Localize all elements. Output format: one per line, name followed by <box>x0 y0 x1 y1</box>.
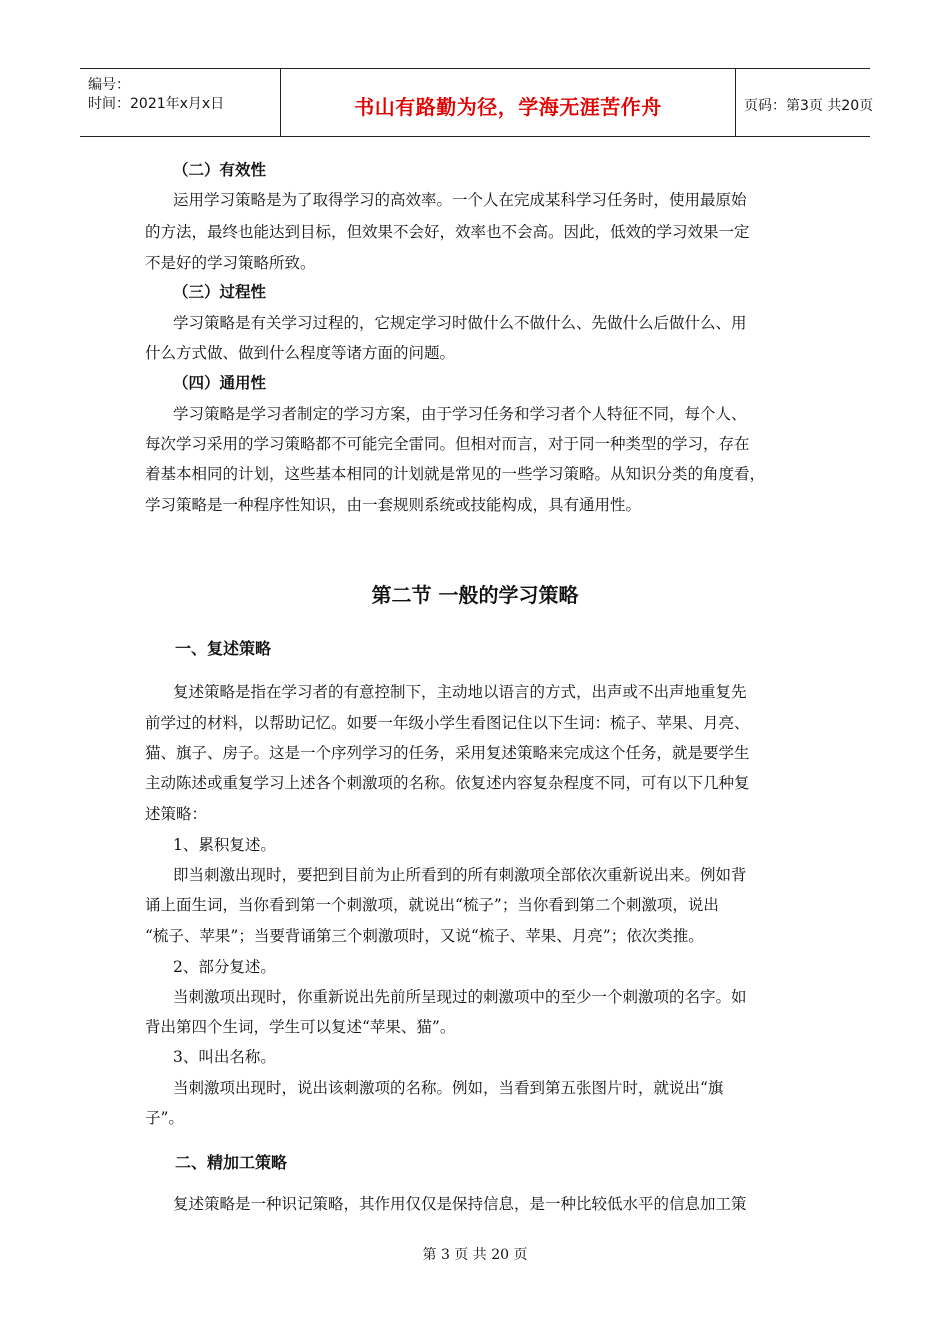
serial-label: 编号： <box>88 77 130 93</box>
list-item-partial: 2、部分复述。 <box>173 958 276 976</box>
paragraph-line: 学习策略是有关学习过程的，它规定学习时做什么不做什么、先做什么后做什么、用 <box>173 314 747 332</box>
heading-elaboration-strategy: 二、精加工策略 <box>175 1153 288 1172</box>
paragraph-line: 每次学习采用的学习策略都不可能完全雷同。但相对而言，对于同一种类型的学习，存在 <box>145 435 750 453</box>
paragraph-line: 背出第四个生词，学生可以复述“苹果、猫”。 <box>145 1018 456 1036</box>
paragraph-line: 诵上面生词，当你看到第一个刺激项，就说出“梳子”；当你看到第二个刺激项，说出 <box>145 896 719 914</box>
paragraph-line: 不是好的学习策略所致。 <box>145 254 316 272</box>
paragraph-line: 主动陈述或重复学习上述各个刺激项的名称。依复述内容复杂程度不同，可有以下几种复 <box>145 774 750 792</box>
paragraph-line: 学习策略是学习者制定的学习方案，由于学习任务和学习者个人特征不同，每个人、 <box>173 405 747 423</box>
paragraph-line: 述策略： <box>145 805 208 823</box>
header-page-cell <box>736 69 874 136</box>
motto: 书山有路勤为径，学海无涯苦作舟 <box>354 95 662 119</box>
section-title-generality: （四）通用性 <box>173 373 267 392</box>
page-footer: 第 3 页 共 20 页 <box>422 1247 528 1263</box>
paragraph-line: “梳子、苹果”；当要背诵第三个刺激项时，又说“梳子、苹果、月亮”；依次类推。 <box>145 927 704 945</box>
paragraph-line: 学习策略是一种程序性知识，由一套规则系统或技能构成，具有通用性。 <box>145 496 642 514</box>
paragraph-line: 子”。 <box>145 1109 184 1127</box>
chapter-title: 第二节 一般的学习策略 <box>371 583 579 607</box>
paragraph-line: 什么方式做、做到什么程度等诸方面的问题。 <box>145 344 456 362</box>
section-title-effectiveness: （二）有效性 <box>173 160 267 179</box>
header-motto-cell <box>280 69 736 136</box>
page-info: 页码：第3页 共20页 <box>744 98 874 114</box>
paragraph-line: 即当刺激出现时，要把到目前为止所看到的所有刺激项全部依次重新说出来。例如背 <box>173 866 747 884</box>
heading-rehearsal-strategy: 一、复述策略 <box>175 639 272 658</box>
paragraph-line: 猫、旗子、房子。这是一个序列学习的任务，采用复述策略来完成这个任务，就是要学生 <box>145 744 750 762</box>
paragraph-line: 运用学习策略是为了取得学习的高效率。一个人在完成某科学习任务时，使用最原始 <box>173 191 747 209</box>
paragraph-line: 当刺激项出现时，说出该刺激项的名称。例如，当看到第五张图片时，就说出“旗 <box>173 1079 724 1097</box>
date-label: 时间：2021年x月x日 <box>88 96 225 112</box>
paragraph-line: 着基本相同的计划，这些基本相同的计划就是常见的一些学习策略。从知识分类的角度看， <box>145 465 766 483</box>
list-item-cumulative: 1、累积复述。 <box>173 836 276 854</box>
paragraph-line: 复述策略是指在学习者的有意控制下，主动地以语言的方式，出声或不出声地重复先 <box>173 683 747 701</box>
paragraph-line: 前学过的材料，以帮助记忆。如要一年级小学生看图记住以下生词：梳子、苹果、月亮、 <box>145 714 750 732</box>
section-title-process: （三）过程性 <box>173 282 267 301</box>
header-meta-cell <box>80 69 280 136</box>
page-header <box>80 68 874 137</box>
paragraph-line: 复述策略是一种识记策略，其作用仅仅是保持信息，是一种比较低水平的信息加工策 <box>173 1195 747 1213</box>
paragraph-line: 当刺激项出现时，你重新说出先前所呈现过的刺激项中的至少一个刺激项的名字。如 <box>173 988 747 1006</box>
list-item-naming: 3、叫出名称。 <box>173 1048 276 1066</box>
paragraph-line: 的方法，最终也能达到目标，但效果不会好，效率也不会高。因此，低效的学习效果一定 <box>145 223 750 241</box>
